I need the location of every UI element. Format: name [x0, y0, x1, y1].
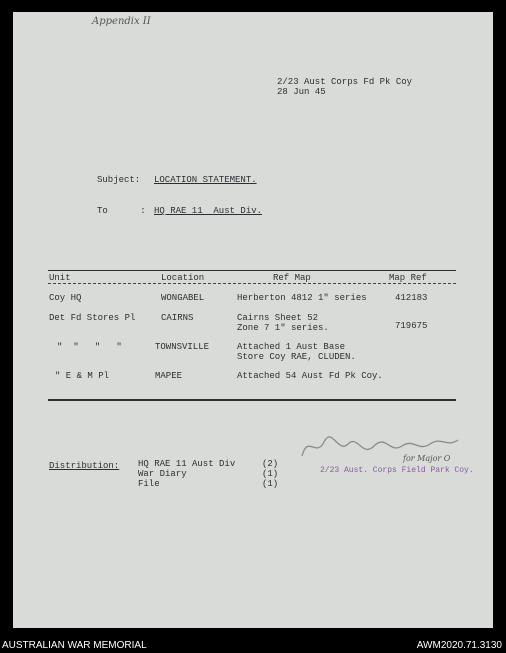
unit-stamp: 2/23 Aust. Corps Field Park Coy. — [320, 466, 474, 475]
table-bottom-rule — [48, 399, 456, 401]
distribution-item-2: War Diary — [138, 469, 187, 479]
subject-label: Subject: — [97, 175, 141, 185]
row-location: TOWNSVILLE — [155, 342, 210, 352]
row-ref-map: Attached 54 Aust Fd Pk Coy. — [237, 371, 383, 381]
distribution-copies-1: (2) — [262, 459, 279, 469]
row-unit: " " " " — [57, 342, 122, 352]
distribution-copies-2: (1) — [262, 469, 279, 479]
header-refmap-col: Ref Map — [273, 273, 311, 283]
row-map-ref: 412183 — [395, 293, 428, 303]
row-ref-map: Attached 1 Aust Base Store Coy RAE, CLUDEN. — [237, 342, 356, 362]
row-location: MAPEE — [155, 371, 183, 381]
footer-left: AUSTRALIAN WAR MEMORIAL — [2, 640, 147, 651]
header-unit: 2/23 Aust Corps Fd Pk Coy — [277, 77, 413, 87]
table-top-rule — [48, 270, 456, 271]
appendix-annotation: Appendix II — [92, 16, 151, 27]
to-label: To : — [97, 206, 146, 216]
header-underline — [48, 283, 456, 284]
header-mapref-col: Map Ref — [389, 273, 427, 283]
signature-rank: for Major O — [403, 454, 451, 463]
header-location-col: Location — [161, 273, 205, 283]
distribution-item-1: HQ RAE 11 Aust Div — [138, 459, 236, 469]
header-unit-col: Unit — [49, 273, 71, 283]
footer-right: AWM2020.71.3130 — [416, 640, 502, 651]
row-location: WONGABEL — [161, 293, 205, 303]
row-map-ref: 719675 — [395, 321, 428, 331]
subject-value: LOCATION STATEMENT. — [154, 175, 257, 185]
row-ref-map: Cairns Sheet 52 Zone 7 1" series. — [237, 313, 329, 333]
row-ref-map: Herberton 4812 1" series — [237, 293, 367, 303]
row-unit: " E & M Pl — [55, 371, 110, 381]
row-location: CAIRNS — [161, 313, 194, 323]
distribution-label: Distribution: — [49, 461, 120, 471]
row-unit: Coy HQ — [49, 293, 82, 303]
header-date: 28 Jun 45 — [277, 87, 326, 97]
distribution-copies-3: (1) — [262, 479, 279, 489]
row-unit: Det Fd Stores Pl — [49, 313, 136, 323]
to-value: HQ RAE 11 Aust Div. — [154, 206, 263, 216]
distribution-item-3: File — [138, 479, 160, 489]
